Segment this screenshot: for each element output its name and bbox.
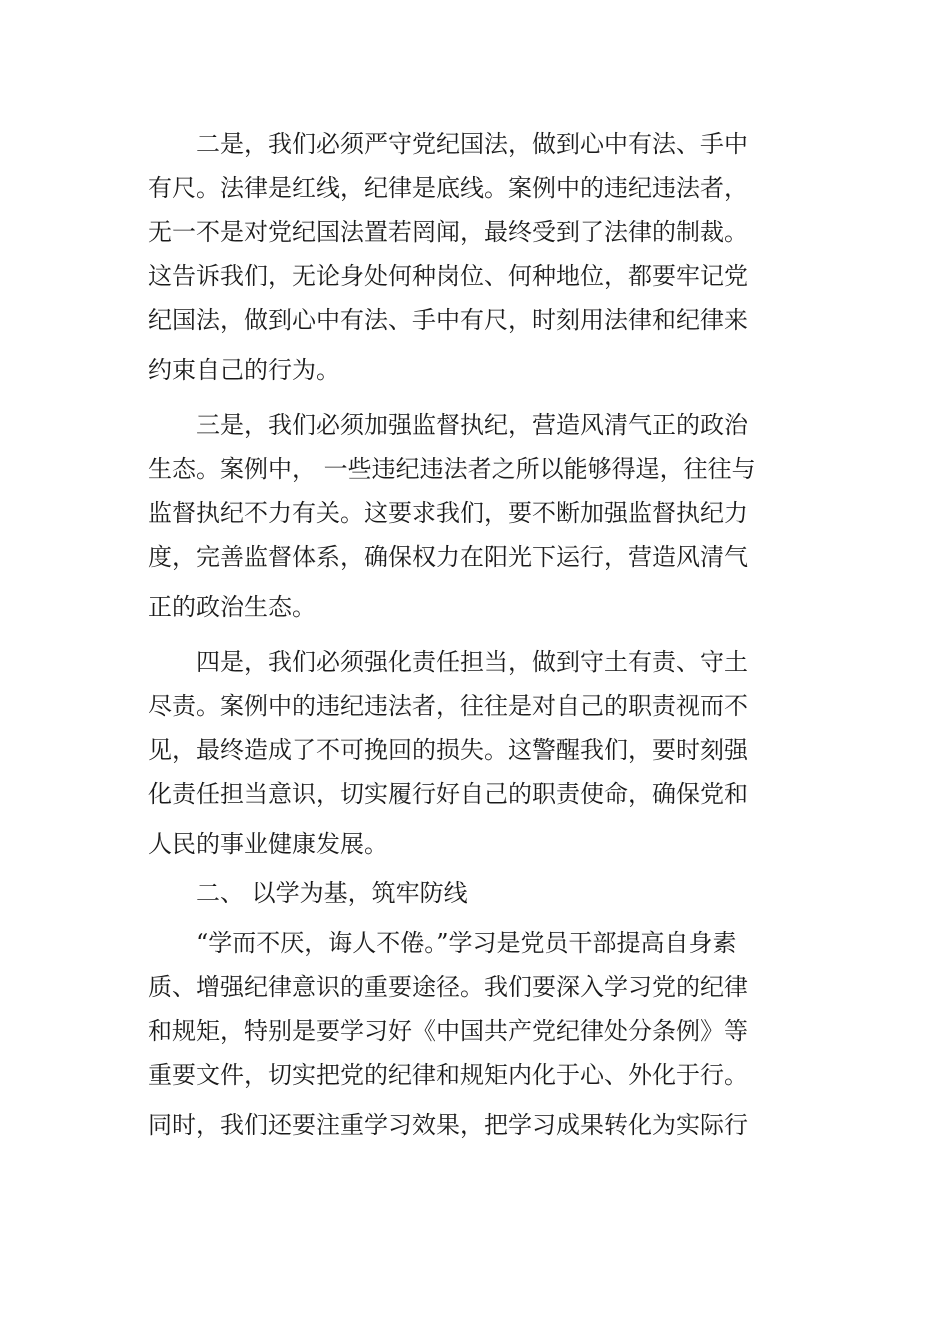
paragraph-2-line-1: 三是，我们必须加强监督执纪，营造风清气正的政治 xyxy=(196,411,748,439)
paragraph-3-line-4: 化责任担当意识，切实履行好自己的职责使命，确保党和 xyxy=(148,780,748,808)
paragraph-4-line-5: 同时，我们还要注重学习效果，把学习成果转化为实际行 xyxy=(148,1111,748,1139)
paragraph-4-line-4: 重要文件，切实把党的纪律和规矩内化于心、外化于行。 xyxy=(148,1061,748,1089)
paragraph-2-line-3: 监督执纪不力有关。这要求我们，要不断加强监督执纪力 xyxy=(148,499,748,527)
paragraph-4-line-3: 和规矩，特别是要学习好《中国共产党纪律处分条例》等 xyxy=(148,1017,748,1045)
paragraph-1-line-4: 这告诉我们，无论身处何种岗位、何种地位，都要牢记党 xyxy=(148,262,748,290)
paragraph-4-line-2: 质、增强纪律意识的重要途径。我们要深入学习党的纪律 xyxy=(148,973,748,1001)
paragraph-1-line-5: 纪国法，做到心中有法、手中有尺，时刻用法律和纪律来 xyxy=(148,306,748,334)
paragraph-3-line-3: 见，最终造成了不可挽回的损失。这警醒我们，要时刻强 xyxy=(148,736,748,764)
paragraph-3-line-2: 尽责。案例中的违纪违法者，往往是对自己的职责视而不 xyxy=(148,692,748,720)
paragraph-2-line-4: 度，完善监督体系，确保权力在阳光下运行，营造风清气 xyxy=(148,543,748,571)
paragraph-3-line-5: 人民的事业健康发展。 xyxy=(148,830,388,858)
paragraph-2-line-2: 生态。案例中， 一些违纪违法者之所以能够得逞，往往与 xyxy=(148,455,756,483)
paragraph-2-line-5: 正的政治生态。 xyxy=(148,593,316,621)
paragraph-4-line-1: “学而不厌，诲人不倦。”学习是党员干部提高自身素 xyxy=(196,929,737,957)
paragraph-1-line-3: 无一不是对党纪国法置若罔闻，最终受到了法律的制裁。 xyxy=(148,218,748,246)
paragraph-1-line-6: 约束自己的行为。 xyxy=(148,356,340,384)
section-heading: 二、 以学为基，筑牢防线 xyxy=(196,879,468,907)
paragraph-1-line-1: 二是，我们必须严守党纪国法，做到心中有法、手中 xyxy=(196,130,748,158)
paragraph-3-line-1: 四是，我们必须强化责任担当，做到守土有责、守土 xyxy=(196,648,748,676)
paragraph-1-line-2: 有尺。法律是红线，纪律是底线。案例中的违纪违法者， xyxy=(148,174,748,202)
